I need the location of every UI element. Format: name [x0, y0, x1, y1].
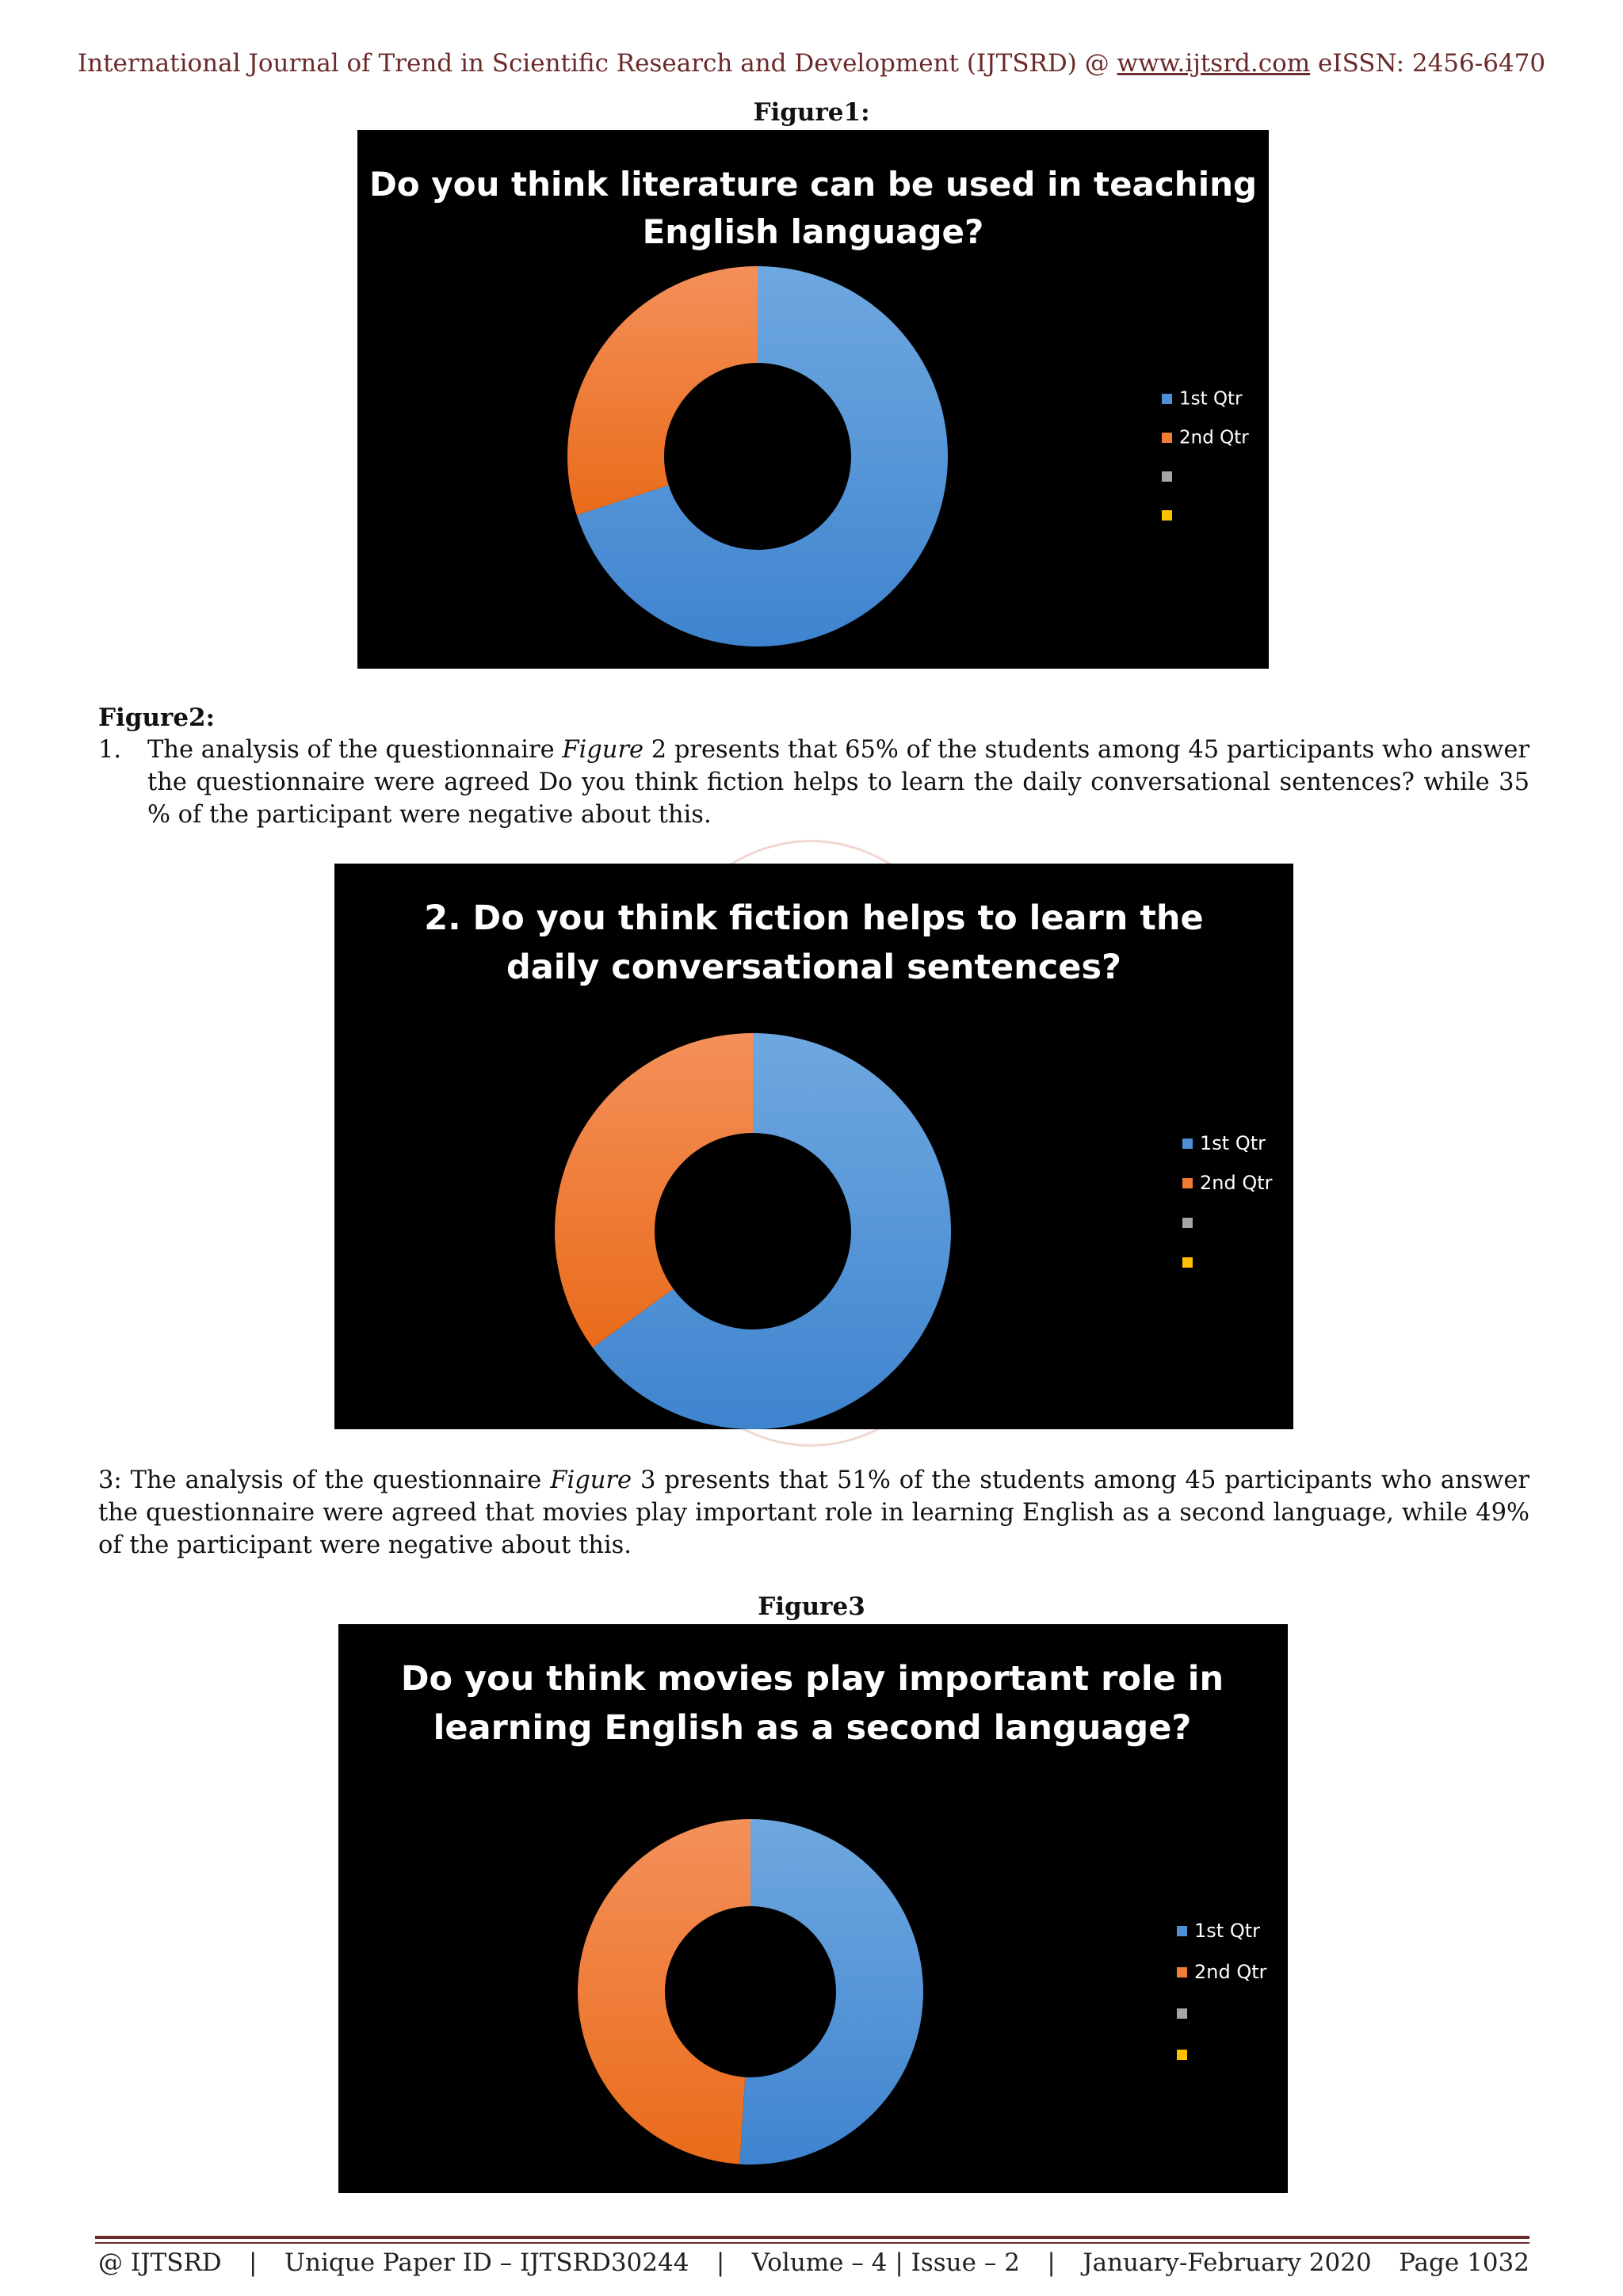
legend-label: 2nd Qtr — [1194, 1961, 1267, 1983]
donut-chart-svg — [338, 1624, 1288, 2193]
chart-title-line: English language? — [642, 212, 984, 252]
donut-slice-2 — [555, 1033, 753, 1348]
legend-swatch — [1182, 1257, 1193, 1268]
figure2-chart — [334, 864, 1293, 1429]
footer-date: January-February 2020 — [1083, 2248, 1372, 2277]
footer-separator: | — [1047, 2248, 1056, 2277]
donut-slice-2 — [578, 1819, 750, 2164]
figure2-para-number: 1. — [98, 736, 122, 764]
footer-page: Page 1032 — [1399, 2248, 1529, 2277]
legend-swatch — [1182, 1218, 1193, 1228]
journal-header — [0, 49, 1623, 78]
donut-chart-svg — [334, 864, 1293, 1429]
legend-label: 1st Qtr — [1179, 388, 1243, 410]
chart-title-line: 2. Do you think fiction helps to learn the — [424, 898, 1204, 939]
legend-swatch — [1162, 433, 1172, 443]
legend-label: 2nd Qtr — [1200, 1172, 1273, 1194]
legend-swatch — [1162, 471, 1172, 482]
page-footer — [98, 2248, 1529, 2277]
legend-swatch — [1162, 510, 1172, 521]
footer-rule-thin — [95, 2242, 1529, 2244]
legend-swatch — [1177, 1926, 1187, 1936]
legend-swatch — [1177, 2008, 1187, 2019]
figure2-paragraph: The analysis of the questionnaire Figure 2 presents that 65% of the students among 45 participants who answer the questionnaire were agreed Do you think fiction helps to learn the daily conversational sentences? while 35 % of the participant were negative about this. — [147, 736, 1530, 829]
figure1-caption: Figure1: — [753, 98, 870, 127]
header-prefix: International Journal of Trend in Scientific Research and Development (IJTSRD) @ — [77, 49, 1117, 78]
chart-title-line: Do you think literature can be used in teaching — [369, 165, 1258, 204]
donut-chart-svg — [357, 130, 1269, 669]
figure2-label: Figure2: — [98, 704, 216, 732]
legend-swatch — [1162, 394, 1172, 404]
journal-link[interactable]: www.ijtsrd.com — [1117, 49, 1311, 78]
footer-volume: Volume – 4 | Issue – 2 — [751, 2248, 1020, 2277]
legend-label: 1st Qtr — [1194, 1920, 1260, 1942]
footer-paper-id: Unique Paper ID – IJTSRD30244 — [284, 2248, 689, 2277]
chart-title-line: Do you think movies play important role in — [400, 1659, 1224, 1699]
legend-swatch — [1182, 1178, 1193, 1188]
footer-site: @ IJTSRD — [98, 2248, 222, 2277]
paragraph-3: 3: The analysis of the questionnaire Figure 3 presents that 51% of the students among 45 participants who answer the questionnaire were agreed that movies play important role in learning English as a second language, while 49% of the participant were negative about this. — [98, 1466, 1529, 1559]
legend-swatch — [1177, 2050, 1187, 2060]
footer-separator: | — [716, 2248, 725, 2277]
legend-label: 2nd Qtr — [1179, 427, 1249, 448]
chart-title-line: learning English as a second language? — [433, 1708, 1192, 1749]
legend-swatch — [1182, 1138, 1193, 1149]
footer-separator: | — [249, 2248, 258, 2277]
footer-rule-thick — [95, 2236, 1529, 2239]
figure1-chart — [357, 130, 1269, 669]
figure3-caption: Figure3 — [758, 1592, 865, 1621]
legend-label: 1st Qtr — [1200, 1132, 1266, 1154]
figure3-chart — [338, 1624, 1288, 2193]
legend-swatch — [1177, 1967, 1187, 1978]
donut-slice-2 — [567, 266, 758, 515]
chart-title-line: daily conversational sentences? — [506, 948, 1121, 988]
donut-slice-1 — [739, 1819, 923, 2164]
header-suffix: eISSN: 2456-6470 — [1310, 49, 1546, 78]
